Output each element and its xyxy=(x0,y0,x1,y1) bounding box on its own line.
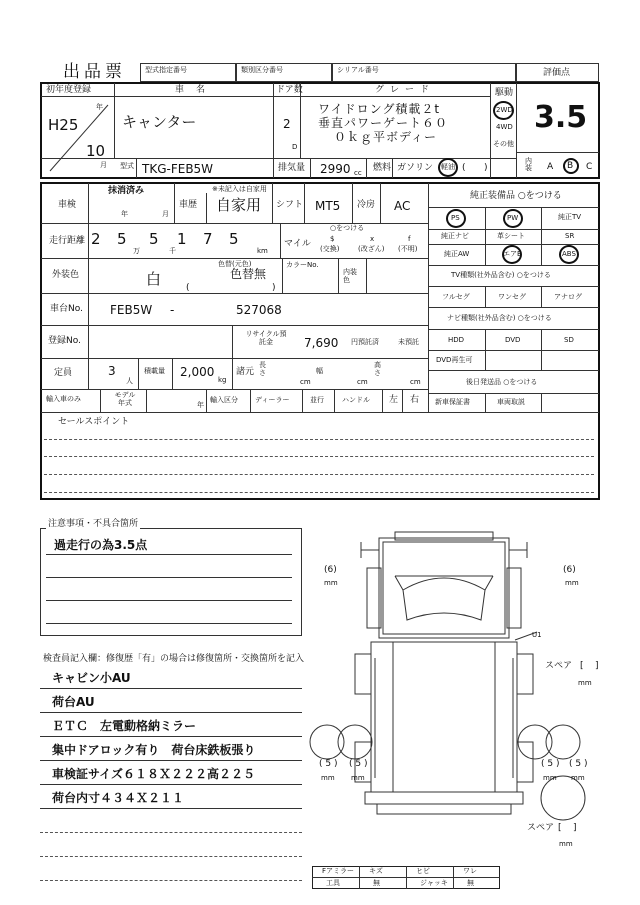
page-title: 出品票 xyxy=(63,62,126,82)
shift-value: MT5 xyxy=(315,199,341,213)
first-reg-label: 初年度登録 xyxy=(46,85,92,95)
footer-head-cell: ワレ xyxy=(463,867,477,875)
mileage-digit: 5 xyxy=(117,230,127,248)
usage-value: 自家用 xyxy=(216,196,262,214)
handle-right: 右 xyxy=(410,395,420,405)
footer-head-cell: Fアミラー xyxy=(322,867,355,875)
footer-head-cell: ヒビ xyxy=(416,867,430,875)
footer-row-cell: 工具 xyxy=(326,879,340,887)
mileage-digit: 2 xyxy=(91,230,101,248)
equip-pw: PW xyxy=(507,214,519,222)
color-change-value: 色替無 xyxy=(230,267,267,281)
chassis-number: 527068 xyxy=(236,303,282,317)
tv-analog: アナログ xyxy=(554,293,582,301)
tread-rear: ( 5 ) xyxy=(541,759,560,769)
mileage-unknown: (不明) xyxy=(398,245,418,253)
reg-month: 10 xyxy=(86,142,106,160)
fuel-diesel: 軽油 xyxy=(441,163,455,171)
tread-rear: ( 5 ) xyxy=(569,759,588,769)
equip-abs: ABS xyxy=(562,250,576,258)
mileage-unit: km xyxy=(257,247,268,255)
after-warranty: 新車保証書 xyxy=(435,398,470,406)
recycle-amount: 7,690 xyxy=(304,336,339,350)
capacity-value: 3 xyxy=(108,364,116,378)
inspector-note: 集中ドアロック有り 荷台床鉄板張り xyxy=(52,743,256,757)
inspector-list xyxy=(40,668,302,893)
footer-row-cell: 無 xyxy=(373,879,380,887)
chassis-prefix: FEB5W xyxy=(110,303,153,317)
damage-code-u1: U1 xyxy=(532,631,542,639)
rear-treads xyxy=(305,760,603,790)
displacement-value: 2990 xyxy=(320,162,351,176)
mileage-digit: 5 xyxy=(229,230,239,248)
navi-hdd: HDD xyxy=(448,336,465,344)
tread-front-left: (6) xyxy=(324,565,337,575)
grade-line2: 垂直パワーゲート６０ xyxy=(318,116,449,130)
after-manual: 車両取説 xyxy=(497,398,525,406)
navi-dvd-play: DVD再生可 xyxy=(436,356,473,364)
equip-leather: 革シート xyxy=(497,232,525,240)
rating-value: 3.5 xyxy=(534,100,588,135)
inspector-note: 車検証サイズ６１８Ｘ２２２高２２５ xyxy=(52,767,256,781)
equip-ps: PS xyxy=(451,214,460,222)
tread-rear-unit: mm xyxy=(543,774,557,782)
drive-2wd: 2WD xyxy=(496,106,513,114)
doors-label: ドア数 xyxy=(276,85,303,95)
tread-rear-unit: mm xyxy=(321,774,335,782)
import-dealer: ディーラー xyxy=(255,396,290,404)
grade-label: グレード xyxy=(375,85,436,95)
mileage-exchange: (交換) xyxy=(320,245,340,253)
model-value: TKG-FEB5W xyxy=(142,162,214,176)
import-parallel: 並行 xyxy=(310,396,324,404)
handle-left: 左 xyxy=(389,395,399,405)
model-designation-box: 型式指定番号 xyxy=(140,63,236,82)
mileage-digit: 1 xyxy=(177,230,187,248)
doors-value: 2 xyxy=(283,117,291,131)
tread-rear: ( 5 ) xyxy=(319,759,338,769)
mileage-digit: 5 xyxy=(149,230,159,248)
tv-oneseg: ワンセグ xyxy=(498,293,526,301)
tread-rear: ( 5 ) xyxy=(349,759,368,769)
tv-fullseg: フルセグ xyxy=(442,293,470,301)
rating-header: 評価点 xyxy=(516,63,599,82)
note-line-1: 過走行の為3.5点 xyxy=(54,538,148,552)
color-value: 白 xyxy=(146,270,162,288)
drive-4wd: 4WD xyxy=(496,123,513,131)
drive-label: 駆動 xyxy=(495,88,514,98)
inspector-note: ＥＴＣ 左電動格納ミラー xyxy=(52,719,197,733)
tread-rear-unit: mm xyxy=(351,774,365,782)
inspector-note: 荷台AU xyxy=(52,695,95,709)
footer-row-cell: 無 xyxy=(467,879,474,887)
navi-sd: SD xyxy=(564,336,574,344)
inspector-note: キャビン小AU xyxy=(52,671,131,685)
mileage-digits xyxy=(89,224,279,258)
inspection-value: 抹消済み xyxy=(108,186,145,196)
ac-value: AC xyxy=(394,199,411,213)
mileage-tamper: (改ざん) xyxy=(358,245,385,253)
equip-sr: SR xyxy=(565,232,575,240)
interior-b: B xyxy=(567,161,574,171)
mileage-unit: 千 xyxy=(169,247,176,255)
equip-genuine-tv: 純正TV xyxy=(558,213,582,221)
equip-genuine-aw: 純正AW xyxy=(444,250,470,258)
footer-row-cell: ジャッキ xyxy=(420,879,448,887)
equip-genuine-navi: 純正ナビ xyxy=(441,232,469,240)
inspector-note: 荷台内寸４３４Ｘ２１１ xyxy=(52,791,185,805)
grade-line1: ワイドロング積載２t xyxy=(318,102,441,116)
car-name-value: キャンター xyxy=(122,113,197,131)
serial-box: シリアル番号 xyxy=(332,63,516,82)
reg-year: H25 xyxy=(48,116,79,134)
vehicle-diagram xyxy=(305,528,603,863)
mileage-unit: 万 xyxy=(133,247,140,255)
interior-a: A xyxy=(547,162,554,172)
footer-head-cell: キズ xyxy=(369,867,383,875)
category-number-box: 類別区分番号 xyxy=(236,63,332,82)
fuel-gasoline: ガソリン xyxy=(397,163,434,173)
drive-other: その他 xyxy=(493,140,514,148)
mileage-digit: 7 xyxy=(203,230,213,248)
grade-line3: ０ｋｇ平ボディー xyxy=(334,130,438,144)
equip-airbag: エアB xyxy=(503,250,522,258)
interior-c: C xyxy=(586,162,593,172)
navi-dvd: DVD xyxy=(505,336,521,344)
load-value: 2,000 xyxy=(180,365,215,379)
car-name-label: 車名 xyxy=(175,85,218,95)
tread-front-right: (6) xyxy=(563,565,576,575)
tread-rear-unit: mm xyxy=(571,774,585,782)
